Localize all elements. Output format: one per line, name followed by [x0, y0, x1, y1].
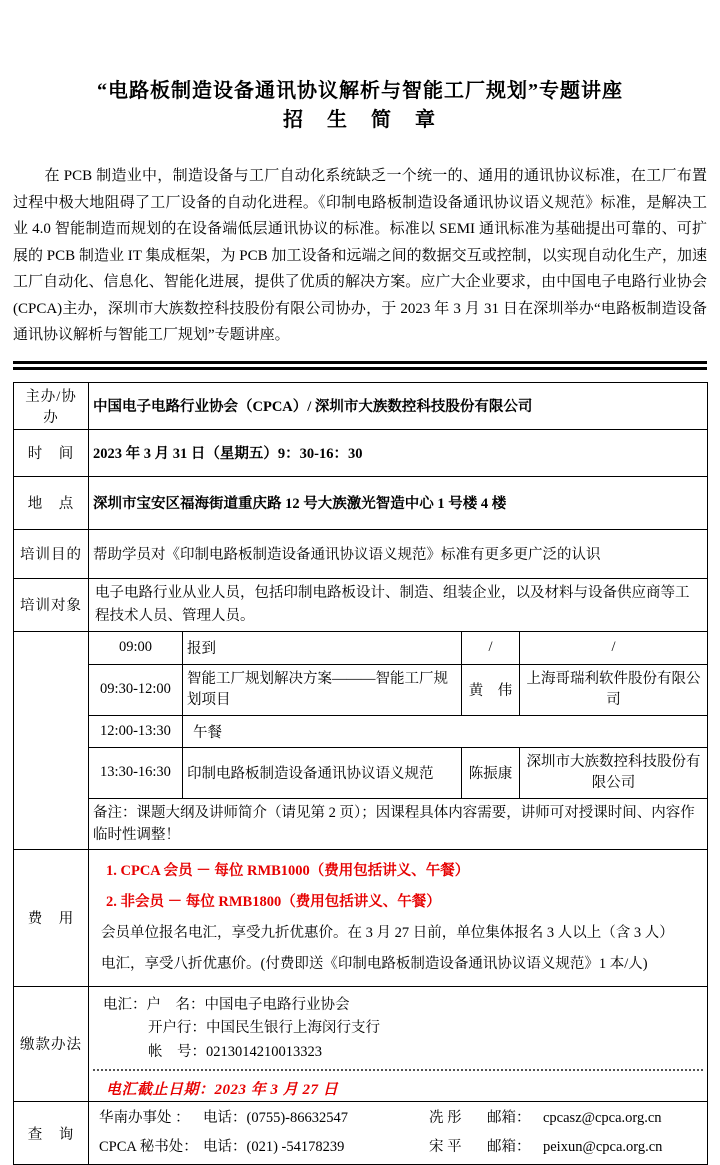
inquiry-label: 查 询 — [14, 1102, 89, 1165]
organizer-row — [14, 382, 708, 429]
intro-paragraph: 在 PCB 制造业中，制造设备与工厂自动化系统缺乏一个统一的、通用的通讯协议标准，在工厂布置过程中极大地阻碍了工厂设备的自动化进程。《印制电路板制造设备通讯协议语义规范》标准，是解决工业 4.0 智能制造而规划的在设备端低层通讯协议的标准。标准以 SEMI 通讯标准为基础提出可靠的、可扩展的 PCB 制造业 IT 集成框架，为 PCB 加工设备和远端之间的数据交互或控制，以实现自动化生产，加速工厂自动化、信息化、智能化进展，提供了优质的解决方案。应广大企业要求，由中国电子电路行业协会(CPCA)主办，深圳市大族数控科技股份有限公司协办，于 2023 年 3 月 31 日在深圳举办“电路板制造设备通讯协议解析与智能工厂规划”专题讲座。 — [13, 163, 707, 349]
schedule-speaker: 陈振康 — [462, 747, 520, 798]
payment-content — [89, 986, 708, 1102]
inquiry-email-label: 邮箱： — [487, 1133, 543, 1162]
inquiry-line-south-china — [93, 1104, 703, 1133]
place-value: 深圳市宝安区福海街道重庆路 12 号大族激光智造中心 1 号楼 4 楼 — [89, 476, 708, 529]
schedule-row-morning — [14, 664, 708, 715]
schedule-time: 09:00 — [89, 631, 183, 664]
time-label: 时 间 — [14, 429, 89, 476]
double-rule-divider — [13, 361, 707, 370]
fee-row — [14, 849, 708, 986]
place-row — [14, 476, 708, 529]
audience-label: 培训对象 — [14, 578, 89, 631]
schedule-topic: 智能工厂规划解决方案———智能工厂规划项目 — [183, 664, 462, 715]
fee-member-line: 1. CPCA 会员 － 每位 RMB1000（费用包括讲义、午餐） — [93, 856, 703, 887]
inquiry-row — [14, 1102, 708, 1165]
inquiry-phone: 电话：(021) -54178239 — [203, 1133, 429, 1162]
page-subtitle: 招 生 简 章 — [13, 105, 707, 136]
inquiry-office: 华南办事处 ： — [99, 1104, 203, 1133]
inquiry-office: CPCA 秘书处： — [99, 1133, 203, 1162]
fee-label: 费 用 — [14, 849, 89, 986]
schedule-row-checkin — [14, 631, 708, 664]
organizer-value: 中国电子电路行业协会（CPCA）/ 深圳市大族数控科技股份有限公司 — [89, 382, 708, 429]
schedule-topic: 报到 — [183, 631, 462, 664]
organizer-label: 主办/协办 — [14, 382, 89, 429]
audience-value: 电子电路行业从业人员，包括印制电路板设计、制造、组装企业，以及材料与设备供应商等工程技术人员、管理人员。 — [89, 578, 708, 631]
fee-discount-line2: 电汇，享受八折优惠价。(付费即送《印制电路板制造设备通讯协议语义规范》1 本/人) — [93, 949, 703, 980]
inquiry-content — [89, 1102, 708, 1165]
place-label: 地 点 — [14, 476, 89, 529]
schedule-time: 09:30-12:00 — [89, 664, 183, 715]
payment-account-name-line: 电汇：户 名：中国电子电路行业协会 — [93, 989, 703, 1018]
purpose-label: 培训目的 — [14, 529, 89, 578]
payment-row — [14, 986, 708, 1102]
inquiry-phone: 电话：(0755)-86632547 — [203, 1104, 429, 1133]
schedule-row-lunch — [14, 715, 708, 747]
fee-discount-line1: 会员单位报名电汇，享受九折优惠价。在 3 月 27 日前，单位集体报名 3 人以上（含 3 人） — [93, 918, 703, 949]
inquiry-contact: 宋 平 — [429, 1133, 487, 1162]
schedule-topic: 午餐 — [183, 715, 708, 747]
schedule-speaker: 黄 伟 — [462, 664, 520, 715]
schedule-row-afternoon — [14, 747, 708, 798]
schedule-note: 备注：课题大纲及讲师简介（请见第 2 页）；因课程具体内容需要，讲师可对授课时间、内容作临时性调整！ — [89, 798, 708, 849]
fee-content — [89, 849, 708, 986]
inquiry-email: cpcasz@cpca.org.cn — [543, 1104, 703, 1133]
inquiry-contact: 冼 彤 — [429, 1104, 487, 1133]
fee-nonmember-line: 2. 非会员 － 每位 RMB1800（费用包括讲义、午餐） — [93, 887, 703, 918]
document-page — [13, 0, 707, 1165]
schedule-time: 13:30-16:30 — [89, 747, 183, 798]
inquiry-line-secretariat — [93, 1133, 703, 1162]
payment-bank-line: 开户行：中国民生银行上海闵行支行 — [93, 1017, 703, 1041]
inquiry-email: peixun@cpca.org.cn — [543, 1133, 703, 1162]
purpose-row — [14, 529, 708, 578]
schedule-company: 深圳市大族数控科技股份有限公司 — [520, 747, 708, 798]
schedule-company: / — [520, 631, 708, 664]
payment-account-number-line: 帐 号：0213014210013323 — [93, 1041, 703, 1065]
schedule-company: 上海哥瑞利软件股份有限公司 — [520, 664, 708, 715]
page-title: “电路板制造设备通讯协议解析与智能工厂规划”专题讲座 — [13, 78, 707, 105]
time-value: 2023 年 3 月 31 日（星期五）9：30-16：30 — [89, 429, 708, 476]
schedule-time: 12:00-13:30 — [89, 715, 183, 747]
schedule-speaker: / — [462, 631, 520, 664]
payment-label: 缴款办法 — [14, 986, 89, 1102]
info-table — [13, 382, 708, 1165]
schedule-note-row — [14, 798, 708, 849]
schedule-label-cell — [14, 631, 89, 849]
inquiry-email-label: 邮箱： — [487, 1104, 543, 1133]
time-row — [14, 429, 708, 476]
schedule-topic: 印制电路板制造设备通讯协议语义规范 — [183, 747, 462, 798]
audience-row — [14, 578, 708, 631]
payment-deadline: 电汇截止日期：2023 年 3 月 27 日 — [93, 1071, 703, 1099]
purpose-value: 帮助学员对《印制电路板制造设备通讯协议语义规范》标准有更多更广泛的认识 — [89, 529, 708, 578]
